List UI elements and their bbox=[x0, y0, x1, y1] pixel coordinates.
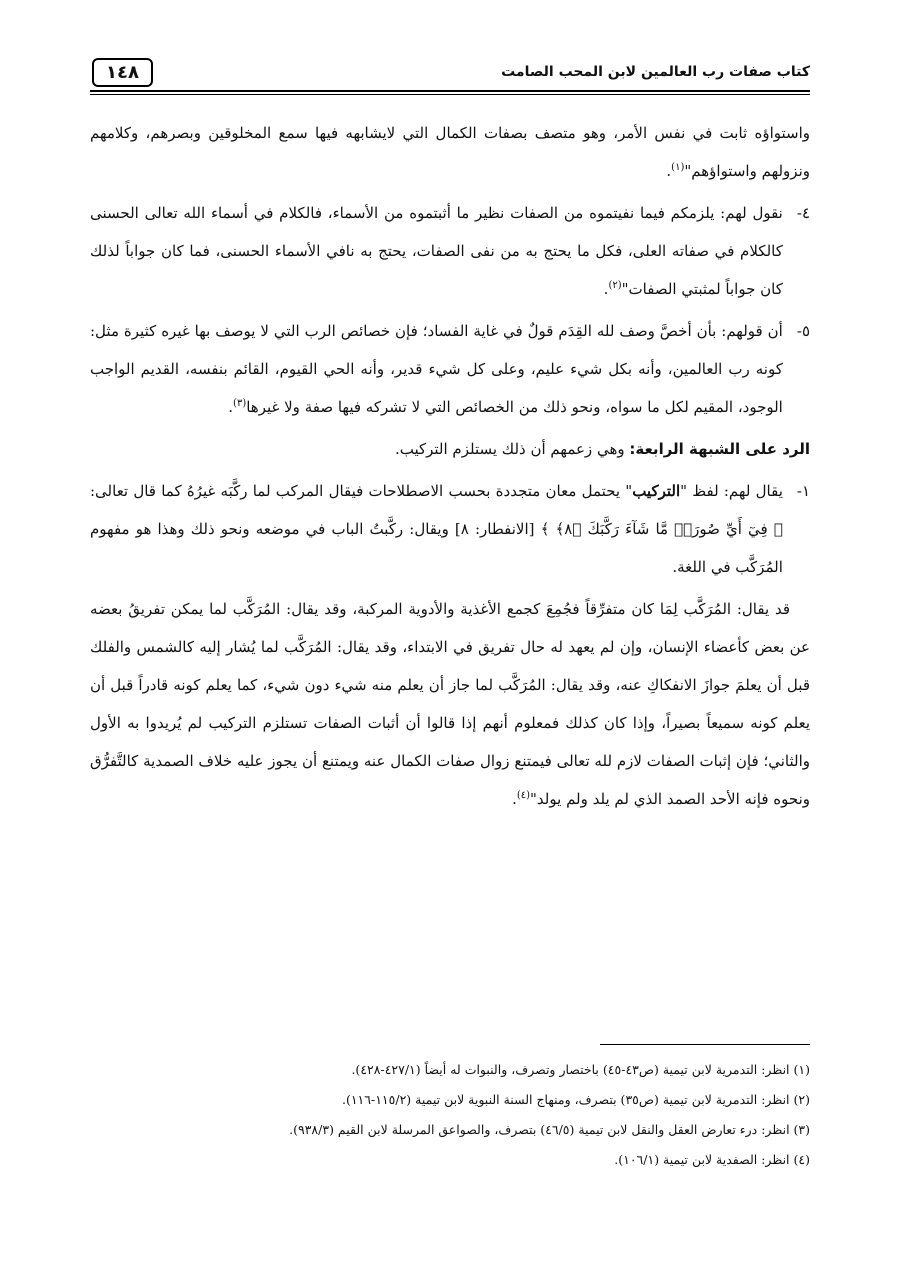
footnote-3: (٣) انظر: درء تعارض العقل والنقل لابن تيمية (٤٦/٥) بتصرف، والصواعق المرسلة لابن القيم (٩٣٨/٣). bbox=[289, 1122, 810, 1137]
header-rule-thin bbox=[90, 94, 810, 95]
point-text: أن قولهم: بأن أخصَّ وصف لله القِدَم قولٌ في غاية الفساد؛ فإن خصائص الرب التي لا يوصف بها غيره كثيرة مثل: كونه رب العالمين، وأنه بكل شيء عليم، وعلى كل شيء قدير، وأنه الحي القيوم، القائم بنفسه، القديم الواجب الوجود، المقيم لكل ما سواه، ونحو ذلك من الخصائص التي لا تشركه فيها صفة ولا غيرها$^{(٣)}$. bbox=[90, 322, 783, 416]
footnotes bbox=[90, 1055, 810, 1175]
bold-term: التركيب bbox=[632, 482, 681, 500]
page-number: ١٤٨ bbox=[92, 58, 153, 87]
footnote-1: (١) انظر: التدمرية لابن تيمية (ص٤٣-٤٥) باختصار وتصرف، والنبوات له أيضاً (٤٢٧/١-٤٢٨). bbox=[351, 1062, 810, 1077]
point-4 bbox=[90, 194, 810, 308]
footnote-4: (٤) انظر: الصفدية لابن تيمية (١٠٦/١). bbox=[614, 1152, 810, 1167]
footnote-ref-4: (٤) bbox=[516, 790, 531, 801]
running-title: كتاب صفات رب العالمين لابن المحب الصامت bbox=[501, 64, 810, 80]
footnote-separator bbox=[600, 1044, 810, 1045]
main-text bbox=[90, 114, 810, 822]
paragraph-continuation: واستواؤه ثابت في نفس الأمر، وهو متصف بصفات الكمال التي لايشابهه فيها سمع المخلوقين وبصرهم، وكلامهم ونزولهم واستواؤهم"$^{(١)}$. bbox=[90, 124, 810, 180]
page-header bbox=[90, 52, 810, 96]
point-number: ١- bbox=[796, 482, 810, 500]
header-rule bbox=[90, 90, 810, 92]
footnote-ref-1: (١) bbox=[671, 162, 685, 173]
point-number: ٥- bbox=[796, 322, 810, 340]
footnote-ref-2: (٢) bbox=[608, 280, 622, 291]
section-heading: الرد على الشبهة الرابعة: وهي زعمهم أن ذلك يستلزم التركيب. bbox=[394, 440, 810, 458]
paragraph-explanation: قد يقال: المُرَكَّب لِمَا كان متفرِّقاً فجُمِعَ كجمع الأغذية والأدوية المركبة، وقد يقال: المُرَكَّب لما يمكن تفريقُ بعضه عن بعض كأعضاء الإنسان، وإن لم يعهد له حال تفريق في الابتداء، وقد يقال: المُرَكَّب لما يُشار إليه كالشمس والفلك قبل أن يعلمَ جوازَ الانفكاكِ عنه، وقد يقال: المُرَكَّب لما جاز أن يعلم منه شيء دون شيء، كما يعلم كونه قادراً قبل أن يعلم كونه سميعاً بصيراً، وإذا كان كذلك فمعلوم أنهم إذا قالوا أن أثبات الصفات تستلزم التركيب لم يُريدوا به الأول والثاني؛ فإن إثبات الصفات لازم لله تعالى فيمتنع زوال صفات الكمال عنه ويمتنع أن يجوز عليه خلاف الصمدية كالتَّفرُّق ونحوه فإنه الأحد الصمد الذي لم يلد ولم يولد"$^{(٤)}$. bbox=[90, 600, 810, 808]
footnote-ref-3: (٣) bbox=[233, 398, 247, 409]
point-text: نقول لهم: يلزمكم فيما نفيتموه من الصفات نظير ما أثبتموه من الأسماء، فالكلام في أسماء الله تعالى الحسنى كالكلام في صفاته العلى، فكل ما يحتج به من نفى الصفات، يحتج به نافي الأسماء الحسنى، فما كان جواباً لذلك كان جواباً لمثبتي الصفات"$^{(٢)}$. bbox=[90, 204, 783, 298]
point-number: ٤- bbox=[796, 204, 810, 222]
point-5 bbox=[90, 312, 810, 426]
point-text: يقال لهم: لفظ "التركيب" يحتمل معان متجددة بحسب الاصطلاحات فيقال المركب لما ركَّبَه غيرُهُ كما قال تعالى: ﴿ فِيٓ أَيِّ صُورَةٖ مَّا شَآءَ رَكَّبَكَ ﴿٨﴾ ﴾ [الانفطار: ٨] ويقال: ركَّبتُ الباب في موضعه ونحو ذلك وهذا هو مفهوم المُرَكَّب في اللغة. bbox=[90, 482, 783, 576]
point-1 bbox=[90, 472, 810, 586]
footnote-2: (٢) انظر: التدمرية لابن تيمية (ص٣٥) بتصرف، ومنهاج السنة النبوية لابن تيمية (١١٥/٢-١١٦). bbox=[341, 1092, 810, 1107]
book-page bbox=[90, 0, 810, 1269]
